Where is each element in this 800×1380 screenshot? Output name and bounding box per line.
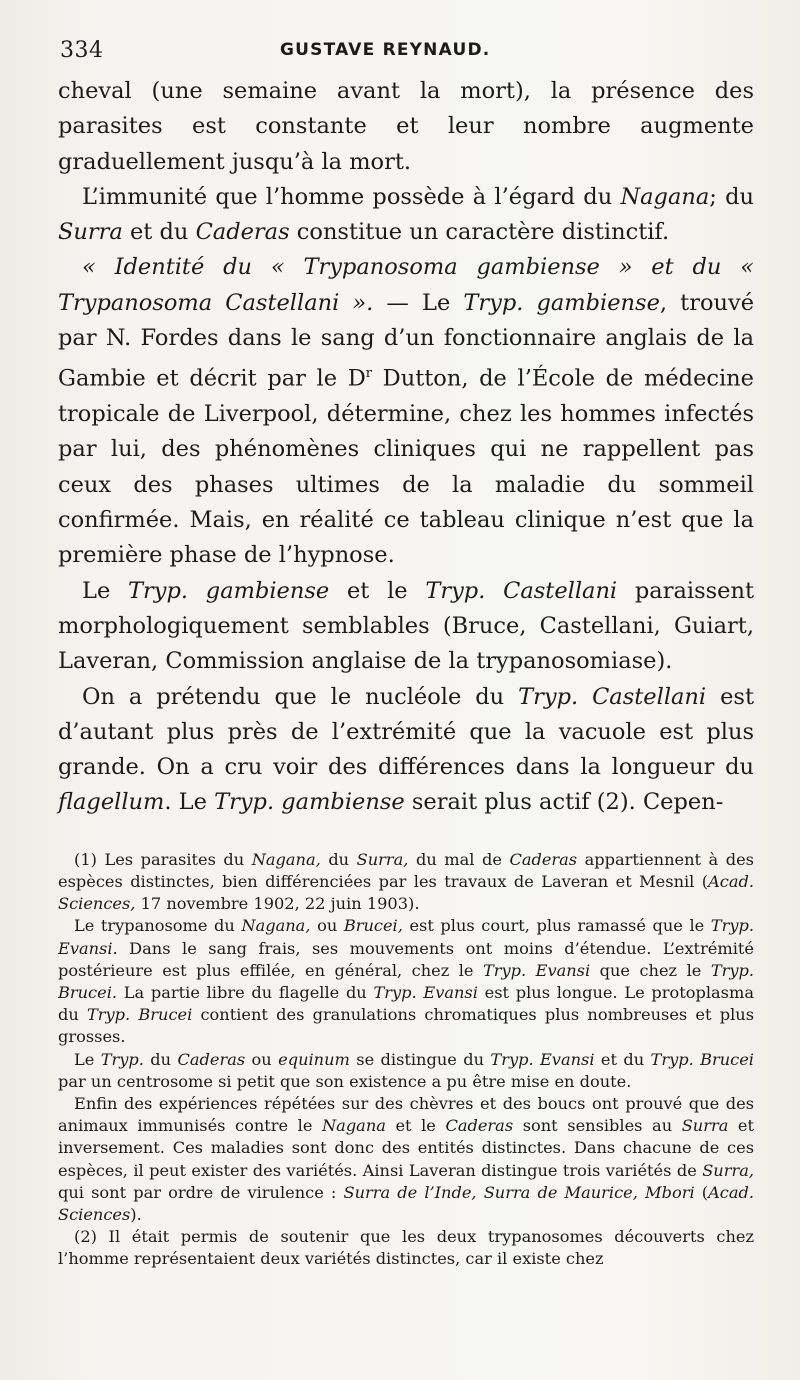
italic-text: Tryp. gambiense [214,789,405,816]
text-run: appartiennent à des espèces distinctes, bien différenciées par les travaux de Laveran et Mesnil ( [58,849,754,891]
footnote-1-paragraph-2 [58,915,754,1048]
italic-text: Tryp. Castellani [518,683,707,710]
superscript-text: r [365,366,372,382]
text-run: du [320,849,357,869]
italic-text: Tryp. Evansi [373,982,478,1002]
text-run: sont sensibles au [513,1116,682,1136]
text-run: ou [245,1049,279,1069]
text-run: est plus longue. Le protoplasma du [58,982,754,1025]
footnotes [58,849,754,1271]
text-run: que chez le [590,960,711,980]
italic-text: Tryp. Evansi [490,1049,595,1069]
italic-text: Caderas [509,849,578,869]
paragraph-3 [58,250,754,573]
text-run: ). [130,1204,142,1224]
text-run: constitue un caractère distinctif. [289,219,670,246]
text-run: (2) Il était permis de soutenir que les deux trypanosomes découverts chez l’homme représentaient deux variétés distinctes, car il existe chez [58,1227,754,1269]
italic-text: Tryp. Evansi [482,960,591,980]
paragraph-1 [58,74,754,180]
footnote-1-paragraph-3 [58,1049,754,1093]
italic-text: Surra [681,1116,729,1136]
italic-text: Nagana [322,1116,386,1136]
italic-text: Tryp. gambiense [463,289,660,316]
italic-text: Brucei, [343,916,403,936]
section-heading: « Identité du « Trypanosoma gambiense » et du « Trypanosoma Castellani ». [58,254,754,316]
text-run: qui sont par ordre de virulence : [58,1182,344,1202]
italic-text: Caderas [195,219,290,246]
text-run: ou [310,916,344,936]
italic-text: Surra, [702,1160,754,1180]
text-run: paraissent morphologiquement semblables (Bruce, Castellani, Guiart, Laveran, Commission anglaise de la trypanosomiase). [58,577,755,675]
italic-text: Tryp. Brucei [650,1049,754,1069]
italic-text: Caderas [445,1116,514,1136]
text-run: se distingue du [349,1049,491,1069]
text-run: par un centrosome si petit que son existence a pu être mise en doute. [58,1071,632,1091]
text-run: du [143,1049,178,1069]
italic-text: Tryp. Brucei [87,1005,193,1025]
text-run: et le [385,1116,446,1136]
italic-text: Tryp. Castellani [425,577,618,604]
footnote-separator [58,821,754,849]
text-run: 17 novembre 1902, 22 juin 1903). [135,894,420,914]
text-run: , trouvé par N. Fordes dans le sang d’un fonctionnaire anglais de la Gambie et décrit par le D [58,289,755,392]
text-run: est plus court, plus ramassé que le [402,916,711,936]
italic-text: Tryp. Evansi. [58,916,754,958]
footnote-1 [58,849,754,916]
text-run: Le trypanosome du [74,916,242,936]
text-run: Le [74,1049,101,1069]
italic-text: flagellum [58,789,165,816]
text-run: serait plus actif (2). Cepen- [404,789,724,816]
text-run: . Le [164,789,215,816]
text-run: et du [594,1049,651,1069]
italic-text: Tryp. [100,1049,144,1069]
text-run: cheval (une semaine avant la mort), la présence des parasites est constante et leur nombre augmente graduellement jusqu’à la mort. [58,78,754,175]
text-run: L’immunité que l’homme possède à l’égard du [82,183,621,210]
italic-text: Surra [58,219,123,246]
footnote-2 [58,1226,754,1270]
running-head [58,34,754,62]
running-title: GUSTAVE REYNAUD. [280,40,491,60]
text-run: La partie libre du flagelle du [117,982,374,1002]
text-run: et du [122,219,196,246]
paragraph-2 [58,180,754,251]
text-run: et le [329,577,426,604]
italic-text: Acad. Sciences, [58,871,754,914]
text-run: du mal de [408,849,510,869]
text-run: est d’autant plus près de l’extrémité que la vacuole est plus grande. On a cru voir des différences dans la longueur du [58,683,754,781]
italic-text: Nagana [620,183,710,210]
footnote-1-paragraph-4 [58,1093,754,1226]
text-run: (1) Les parasites du [74,849,252,869]
page-number: 334 [60,38,104,63]
paragraph-5 [58,680,754,821]
text-run: Enfin des expériences répétées sur des chèvres et des boucs ont prouvé que des animaux immunisés contre le [58,1093,754,1136]
text-run: Le [82,577,129,604]
text-run: — Le [373,289,464,316]
main-text [58,74,754,821]
text-run: ( [694,1182,709,1202]
text-run: On a prétendu que le nucléole du [82,683,519,710]
italic-text: Acad. Sciences [58,1182,754,1224]
text-run: contient des granulations chromatiques plus nombreuses et plus grosses. [58,1005,754,1047]
text-run: et inversement. Ces maladies sont donc des entités distinctes. Dans chacune de ces espèces, il peut exister des variétés. Ainsi Laveran distingue trois variétés de [58,1116,755,1180]
italic-text: Caderas [177,1049,246,1069]
italic-text: Nagana, [251,849,321,869]
italic-text: Surra, [356,849,409,869]
paragraph-4 [58,574,754,680]
italic-text: Tryp. Brucei. [58,960,755,1002]
text-run: ; du [709,183,754,210]
italic-text: Surra de l’Inde, Surra de Maurice, Mbori [343,1182,695,1202]
italic-text: Tryp. gambiense [128,577,330,604]
text-run: Dutton, de l’École de médecine tropicale de Liverpool, détermine, chez les hommes infectés par lui, des phénomènes cliniques qui ne rappellent pas ceux des phases ultimes de la maladie du sommeil confirmée. Mais, en réalité ce tableau clinique n’est que la première phase de l’hypnose. [58,365,754,569]
text-run: Dans le sang frais, ses mouvements ont moins d’étendue. L’extrémité postérieure est plus effilée, en général, chez le [58,938,754,980]
italic-text: equinum [278,1049,350,1069]
italic-text: Nagana, [241,916,311,936]
